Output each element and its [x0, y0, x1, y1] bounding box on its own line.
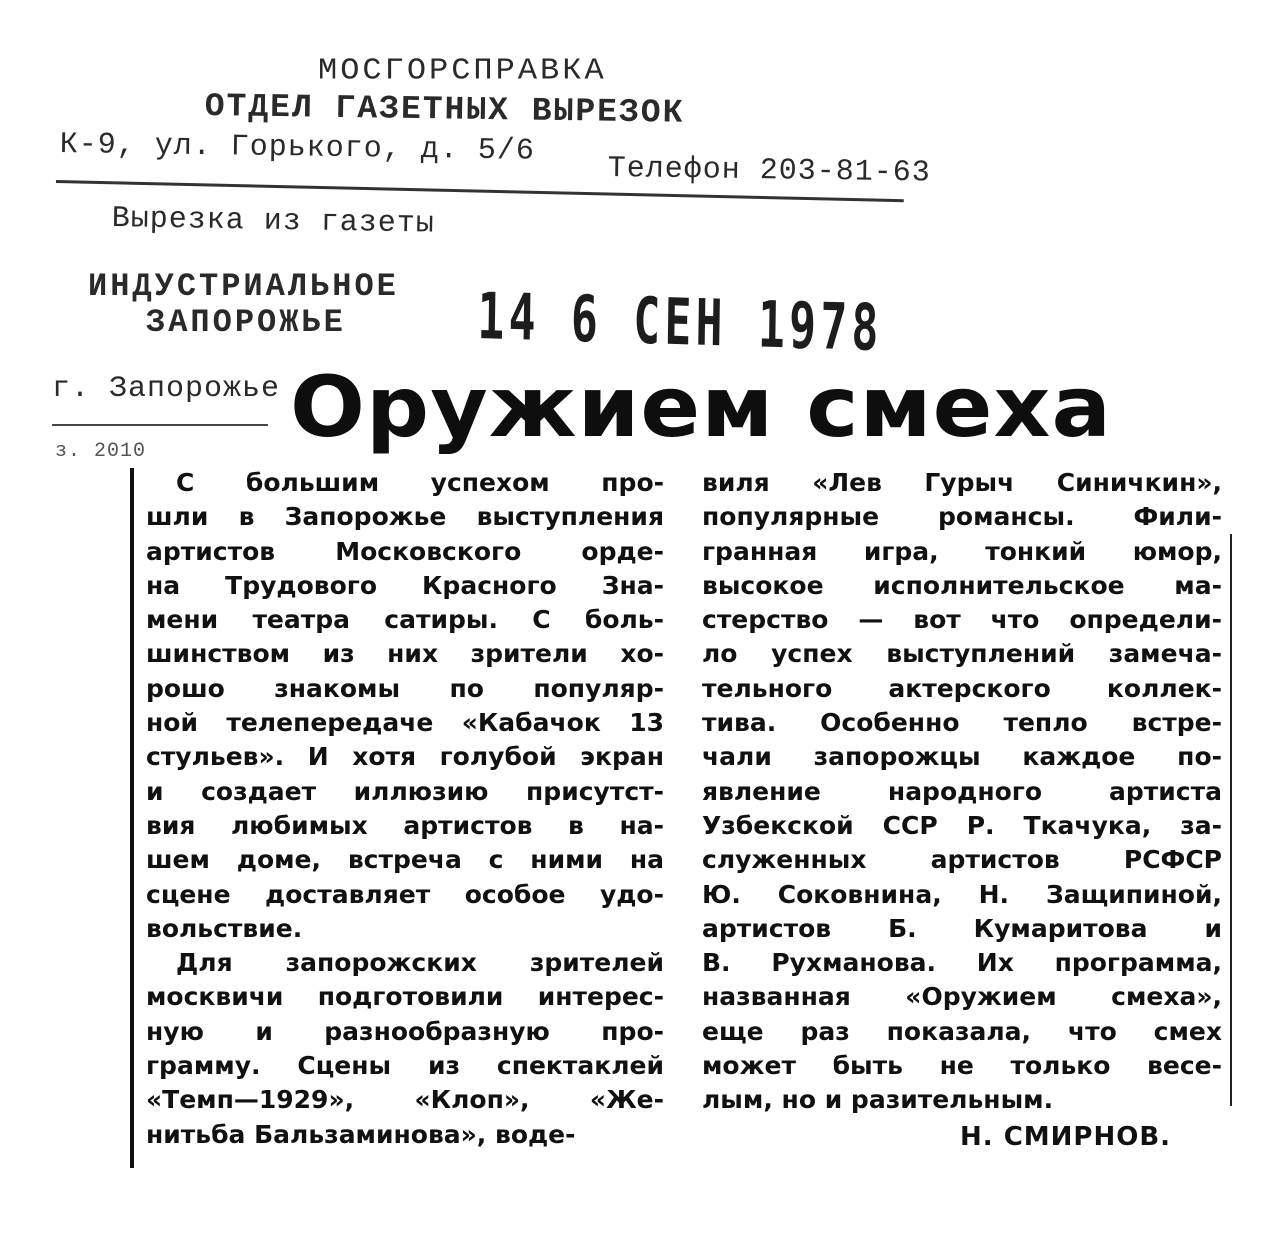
stamp-phone: Телефон 203-81-63: [607, 152, 932, 191]
article-line: стерство — вот что определи-: [702, 605, 1222, 635]
article-headline: Оружием смеха: [290, 358, 1113, 456]
article-line: шем доме, встреча с ними на: [146, 845, 664, 875]
article-line: рошо знакомы по популяр-: [146, 673, 664, 703]
article-line: виля «Лев Гурыч Синичкин»,: [702, 468, 1222, 497]
left-column-rule: [130, 468, 134, 1168]
article-line: сцене доставляет особое удо-: [146, 879, 664, 909]
article-line: чали запорожцы каждое по-: [702, 742, 1222, 772]
article-right-column: [702, 466, 1222, 1118]
article-line: вия любимых артистов в на-: [146, 810, 664, 840]
article-line: тива. Особенно тепло встре-: [702, 708, 1222, 738]
article-line: ло успех выступлений замеча-: [702, 639, 1222, 669]
article-line: явление народного артиста: [702, 776, 1222, 806]
article-line: В. Рухманова. Их программа,: [702, 948, 1222, 978]
article-line: «Темп—1929», «Клоп», «Же-: [146, 1085, 664, 1115]
article-line: шинством из них зрители хо-: [146, 639, 664, 669]
date-stamp: 14 6 СЕН 1978: [476, 280, 884, 367]
stamp-address: К-9, ул. Горького, д. 5/6: [59, 128, 536, 169]
article-line: артистов Б. Кумаритова и: [702, 913, 1222, 943]
article-left-column: [146, 466, 664, 1152]
stamp-organization: МОСГОРСПРАВКА: [318, 52, 607, 89]
article-line: артистов Московского орде-: [146, 536, 664, 566]
article-line: стульев». И хотя голубой экран: [146, 742, 664, 772]
article-line: Для запорожских зрителей: [176, 948, 664, 978]
article-line: вольствие.: [146, 913, 303, 943]
article-line: шли в Запорожье выступления: [146, 502, 664, 532]
newspaper-name-line-2: ЗАПОРОЖЬЕ: [146, 304, 346, 341]
article-line: Узбекской ССР Р. Ткачука, за-: [702, 810, 1222, 840]
article-line: популярные романсы. Фили-: [702, 502, 1222, 532]
article-line: может быть не только весе-: [702, 1051, 1222, 1081]
newspaper-name-line-1: ИНДУСТРИАЛЬНОЕ: [88, 268, 399, 305]
clipping-city: г. Запорожье: [52, 372, 281, 406]
article-line: на Трудового Красного Зна-: [146, 570, 664, 600]
article-line: тельного актерского коллек-: [702, 673, 1222, 703]
article-line: гранная игра, тонкий юмор,: [702, 536, 1222, 566]
issue-number: з. 2010: [55, 440, 147, 463]
article-line: высокое исполнительское ма-: [702, 570, 1222, 600]
article-line: лым, но и разительным.: [702, 1085, 1054, 1115]
stamp-department: ОТДЕЛ ГАЗЕТНЫХ ВЫРЕЗОК: [204, 88, 685, 132]
article-line: служенных артистов РСФСР: [702, 845, 1222, 875]
article-line: нитьба Бальзаминова», воде-: [146, 1119, 576, 1149]
article-line: названная «Оружием смеха»,: [702, 982, 1222, 1012]
article-line: С большим успехом про-: [176, 468, 664, 497]
article-line: москвичи подготовили интерес-: [146, 982, 664, 1012]
article-line: мени театра сатиры. С боль-: [146, 605, 664, 635]
article-line: Ю. Соковнина, Н. Защипиной,: [702, 879, 1222, 909]
article-line: еще раз показала, что смех: [702, 1016, 1222, 1046]
article-line: грамму. Сцены из спектаклей: [146, 1051, 664, 1081]
city-underline: [52, 424, 268, 426]
article-line: ной телепередаче «Кабачок 13: [146, 708, 664, 738]
article-author: Н. СМИРНОВ.: [960, 1122, 1172, 1152]
right-column-rule: [1230, 534, 1232, 1106]
article-line: ную и разнообразную про-: [146, 1016, 664, 1046]
article-line: и создает иллюзию присутст-: [146, 776, 664, 806]
clipping-label: Вырезка из газеты: [111, 202, 436, 242]
